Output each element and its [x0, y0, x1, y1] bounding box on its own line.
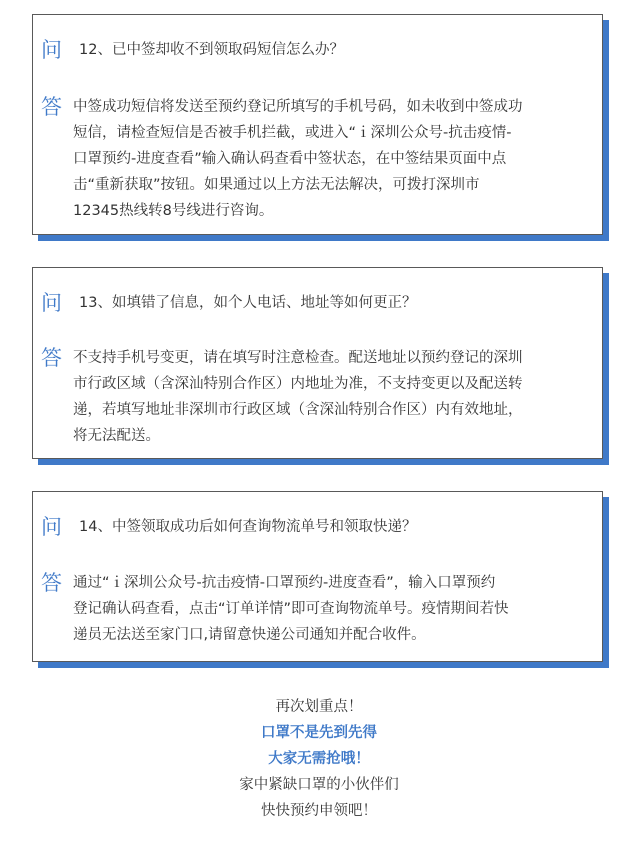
answer-text — [73, 345, 588, 449]
question-text: 12、已中签却收不到领取码短信怎么办？ — [79, 42, 344, 58]
answer-line: 递员无法送至家门口,请留意快递公司通知并配合收件。 — [73, 627, 426, 643]
answer-line: 登记确认码查看，点击“订单详情”即可查询物流单号。疫情期间若快 — [73, 601, 509, 617]
answer-line: 将无法配送。 — [73, 428, 160, 444]
answer-mark-icon: 答 — [41, 95, 62, 119]
answer-mark-icon: 答 — [41, 571, 62, 595]
footer-callout — [0, 694, 638, 824]
footer-highlight-line: 大家无需抢哦！ — [268, 751, 370, 767]
answer-line: 12345热线转8号线进行咨询。 — [73, 203, 274, 219]
question-mark-icon: 问 — [41, 515, 62, 539]
answer-line: 市行政区域（含深汕特别合作区）内地址为准，不支持变更以及配送转 — [73, 376, 523, 392]
qa-card-1 — [32, 14, 603, 235]
footer-highlight-line: 口罩不是先到先得 — [261, 725, 377, 741]
answer-line: 短信，请检查短信是否被手机拦截，或进入“ｉ深圳公众号-抗击疫情- — [73, 125, 512, 141]
footer-line: 快快预约申领吧！ — [261, 803, 377, 819]
answer-line: 口罩预约-进度查看”输入确认码查看中签状态，在中签结果页面中点 — [73, 151, 507, 167]
answer-mark-icon: 答 — [41, 346, 62, 370]
footer-line: 再次划重点！ — [275, 699, 363, 715]
answer-line: 不支持手机号变更，请在填写时注意检查。配送地址以预约登记的深圳 — [73, 350, 523, 366]
question-text: 14、中签领取成功后如何查询物流单号和领取快递？ — [79, 519, 417, 535]
qa-card-2 — [32, 267, 603, 459]
question-mark-icon: 问 — [41, 38, 62, 62]
answer-text — [73, 94, 588, 224]
answer-text — [73, 570, 588, 648]
question-mark-icon: 问 — [41, 291, 62, 315]
footer-line: 家中紧缺口罩的小伙伴们 — [239, 777, 399, 793]
question-text: 13、如填错了信息，如个人电话、地址等如何更正？ — [79, 295, 417, 311]
qa-card-3 — [32, 491, 603, 662]
answer-line: 击“重新获取”按钮。如果通过以上方法无法解决，可拨打深圳市 — [73, 177, 480, 193]
answer-line: 通过“ｉ深圳公众号-抗击疫情-口罩预约-进度查看”，输入口罩预约 — [73, 575, 496, 591]
answer-line: 中签成功短信将发送至预约登记所填写的手机号码，如未收到中签成功 — [73, 99, 523, 115]
answer-line: 递，若填写地址非深圳市行政区域（含深汕特别合作区）内有效地址， — [73, 402, 523, 418]
